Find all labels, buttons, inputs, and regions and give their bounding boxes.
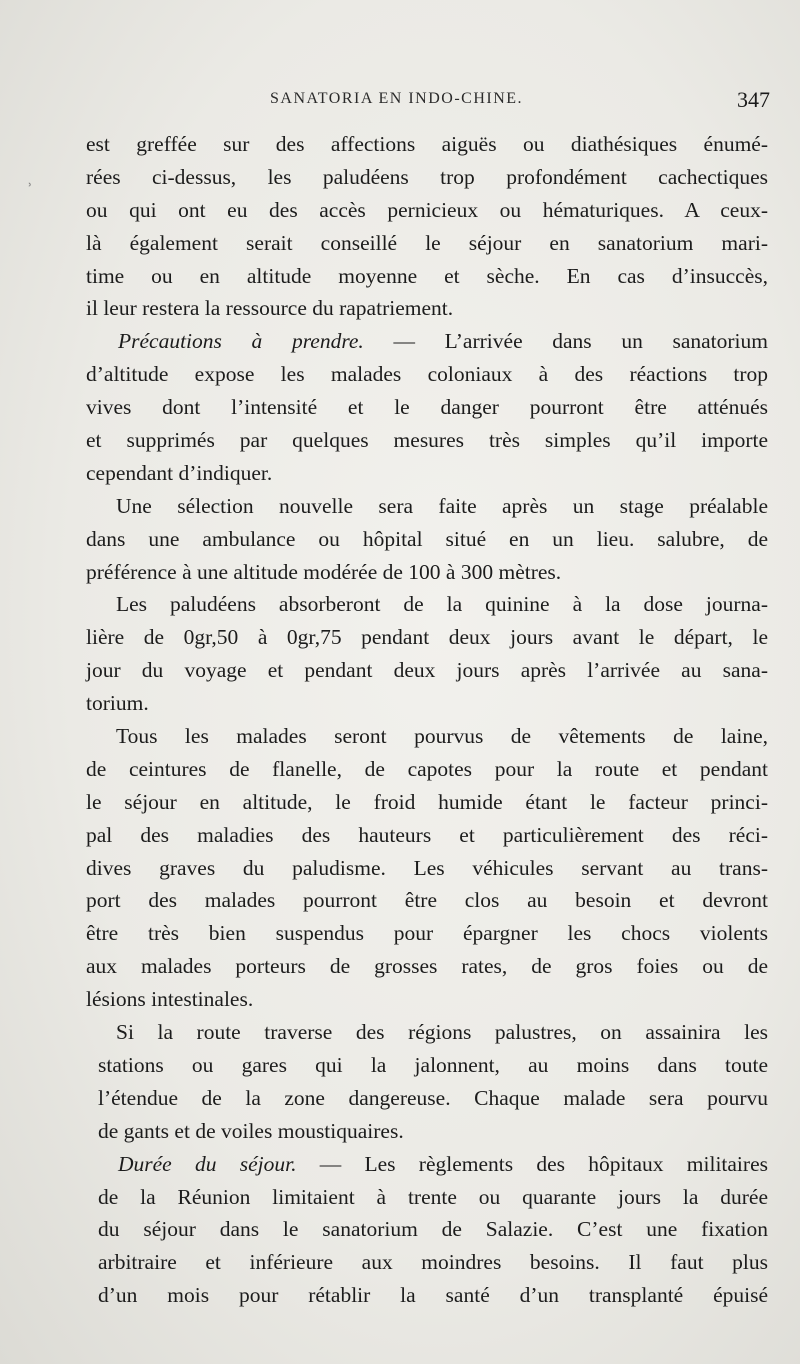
text-line: aux malades porteurs de grosses rates, de gros foies ou de — [86, 954, 768, 979]
page-number: 347 — [737, 87, 770, 112]
text-line: torium. — [86, 691, 149, 716]
text-line: dives graves du paludisme. Les véhicules servant au trans- — [86, 855, 768, 880]
text-line: time ou en altitude moyenne et sèche. En cas d’insuccès, — [86, 263, 768, 288]
body-text — [86, 128, 768, 1312]
text-line: pal des maladies des hauteurs et particulièrement des réci- — [86, 822, 768, 847]
text-line: dans une ambulance ou hôpital situé en un lieu. salubre, de — [86, 526, 768, 551]
page-header — [90, 87, 770, 114]
text-line: port des malades pourront être clos au besoin et devront — [86, 888, 768, 913]
text-line: lésions intestinales. — [86, 987, 254, 1012]
text-line: de gants et de voiles moustiquaires. — [98, 1118, 404, 1143]
text-line: Si la route traverse des régions palustres, on assainira les — [116, 1020, 768, 1045]
section-heading-precautions: Précautions à prendre. — [118, 329, 364, 354]
text-run: — L’arrivée dans un sanatorium — [363, 329, 769, 354]
text-line: vives dont l’intensité et le danger pourront être atténués — [86, 395, 768, 420]
text-line: Tous les malades seront pourvus de vêtements de laine, — [116, 724, 768, 749]
text-line: être très bien suspendus pour épargner les chocs violents — [86, 921, 768, 946]
paragraph-heading-line — [86, 1148, 768, 1181]
text-line: rées ci-dessus, les paludéens trop profondément cachectiques — [86, 164, 768, 189]
section-heading-duree: Durée du séjour. — [118, 1151, 297, 1176]
text-line: de ceintures de flanelle, de capotes pour la route et pendant — [86, 756, 768, 781]
text-line: cependant d’indiquer. — [86, 460, 273, 485]
text-line: est greffée sur des affections aiguës ou diathésiques énumé- — [86, 132, 768, 156]
running-title: SANATORIA EN INDO-CHINE. — [270, 90, 524, 107]
text-run: — Les règlements des hôpitaux militaires — [296, 1151, 768, 1176]
text-line: arbitraire et inférieure aux moindres besoins. Il faut plus — [98, 1250, 768, 1275]
text-line: du séjour dans le sanatorium de Salazie. C’est une fixation — [98, 1217, 768, 1242]
paragraph-heading-line — [86, 325, 768, 358]
text-line: ou qui ont eu des accès pernicieux ou hématuriques. A ceux- — [86, 197, 768, 222]
text-line: l’étendue de la zone dangereuse. Chaque malade sera pourvu — [98, 1085, 768, 1110]
margin-mark: ˒ — [28, 178, 33, 194]
text-line: Une sélection nouvelle sera faite après un stage préalable — [116, 493, 768, 518]
text-line: le séjour en altitude, le froid humide étant le facteur princi- — [86, 789, 768, 814]
text-line: il leur restera la ressource du rapatriement. — [86, 296, 454, 321]
text-line: préférence à une altitude modérée de 100 à 300 mètres. — [86, 559, 562, 584]
text-line: stations ou gares qui la jalonnent, au moins dans toute — [98, 1052, 768, 1077]
text-line: et supprimés par quelques mesures très simples qu’il importe — [86, 428, 768, 453]
text-line: là également serait conseillé le séjour en sanatorium mari- — [86, 230, 768, 255]
text-line: d’un mois pour rétablir la santé d’un transplanté épuisé — [98, 1283, 768, 1308]
text-line: jour du voyage et pendant deux jours après l’arrivée au sana- — [86, 658, 768, 683]
text-line: d’altitude expose les malades coloniaux à des réactions trop — [86, 362, 768, 387]
text-line: lière de 0gr,50 à 0gr,75 pendant deux jours avant le départ, le — [86, 625, 768, 650]
text-line: Les paludéens absorberont de la quinine à la dose journa- — [116, 592, 768, 617]
text-line: de la Réunion limitaient à trente ou quarante jours la durée — [98, 1184, 768, 1209]
